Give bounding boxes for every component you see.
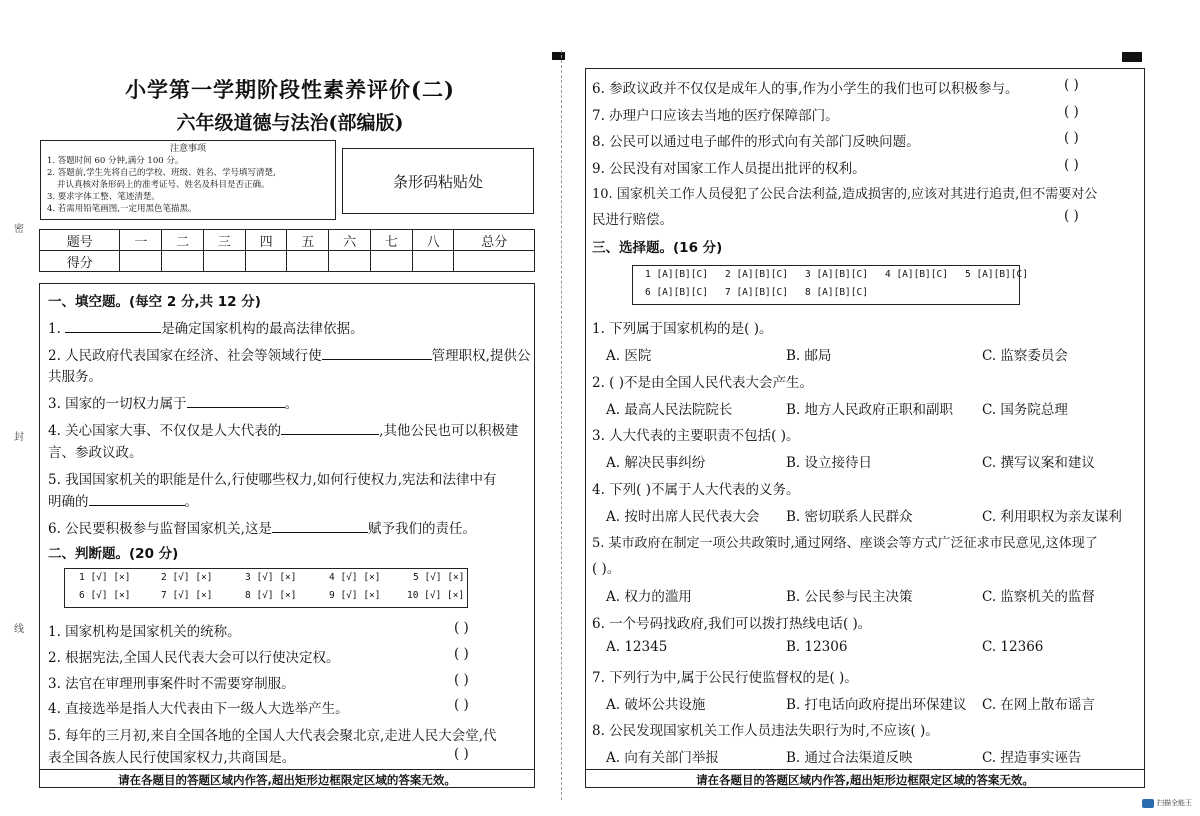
fill-q2-cont: 共服务。	[48, 369, 102, 385]
answer-blank[interactable]	[322, 346, 432, 360]
notice-item: 并认真核对条形码上的准考证号、姓名及科目是否正确。	[57, 180, 270, 190]
left-question-panel	[39, 283, 535, 788]
judge-q3: 3. 法官在审理刑事案件时不需要穿制服。	[48, 676, 295, 692]
q-text: 是确定国家机构的最高法律依据。	[161, 321, 364, 337]
score-cell[interactable]	[370, 251, 412, 272]
answer-blank[interactable]	[187, 394, 285, 408]
option-b[interactable]: B. 邮局	[786, 348, 832, 364]
q-text: 赋予我们的责任。	[367, 521, 476, 537]
score-cell[interactable]	[287, 251, 329, 272]
choice-q3: 3. 人大代表的主要职责不包括( )。	[592, 428, 800, 444]
option-b[interactable]: B. 地方人民政府正职和副职	[786, 402, 954, 418]
side-mark-mi: 密	[14, 224, 24, 235]
answer-option[interactable]: 2 [√] [×]	[161, 572, 213, 583]
fill-heading: 一、填空题。(每空 2 分,共 12 分)	[48, 294, 261, 310]
table-row	[40, 251, 535, 272]
judge-q1: 1. 国家机构是国家机关的统称。	[48, 624, 241, 640]
table-cell: 八	[412, 230, 454, 251]
answer-option[interactable]: 9 [√] [×]	[329, 590, 381, 601]
answer-blank[interactable]	[272, 519, 368, 533]
judge-q7: 7. 办理户口应该去当地的医疗保障部门。	[592, 108, 839, 124]
fill-q5-cont	[48, 490, 198, 510]
option-a[interactable]: A. 解决民事纠纷	[606, 455, 706, 471]
option-b[interactable]: B. 打电话向政府提出环保建议	[786, 697, 967, 713]
scanner-logo-icon	[1142, 799, 1154, 808]
answer-option[interactable]: 3 [√] [×]	[245, 572, 297, 583]
option-a[interactable]: A. 权力的滥用	[606, 589, 692, 605]
q-text: 4. 关心国家大事、不仅仅是人大代表的	[48, 423, 282, 439]
option-c[interactable]: C. 利用职权为亲友谋利	[982, 509, 1122, 525]
judge-q5-cont: 表全国各族人民行使国家权力,共商国是。	[48, 750, 296, 766]
option-a[interactable]: A. 12345	[606, 639, 668, 655]
answer-option[interactable]: 2 [A][B][C]	[725, 269, 788, 280]
table-cell: 二	[162, 230, 204, 251]
fill-q2	[48, 344, 530, 364]
table-cell: 总分	[454, 230, 535, 251]
table-cell: 七	[370, 230, 412, 251]
q-text: 管理职权,提供公	[431, 348, 531, 364]
option-a[interactable]: A. 医院	[606, 348, 652, 364]
score-cell[interactable]	[162, 251, 204, 272]
notice-title: 注意事项	[169, 144, 206, 154]
answer-paren[interactable]: ( )	[454, 672, 469, 688]
fill-q3	[48, 392, 298, 412]
answer-paren[interactable]: ( )	[454, 746, 469, 762]
option-c[interactable]: C. 国务院总理	[982, 402, 1068, 418]
exam-subtitle: 六年级道德与法治(部编版)	[176, 112, 404, 134]
answer-option[interactable]: 4 [√] [×]	[329, 572, 381, 583]
judge-q4: 4. 直接选举是指人大代表由下一级人大选举产生。	[48, 701, 349, 717]
q-text: 1.	[48, 321, 61, 337]
option-a[interactable]: A. 破坏公共设施	[606, 697, 706, 713]
q-text: 。	[284, 396, 299, 412]
table-cell: 一	[120, 230, 162, 251]
q-text: 3. 国家的一切权力属于	[48, 396, 187, 412]
choice-q8: 8. 公民发现国家机关工作人员违法失职行为时,不应该( )。	[592, 723, 939, 739]
option-b[interactable]: B. 通过合法渠道反映	[786, 750, 913, 766]
answer-option[interactable]: 1 [√] [×]	[79, 572, 131, 583]
answer-option[interactable]: 7 [A][B][C]	[725, 287, 788, 298]
table-cell: 六	[329, 230, 371, 251]
side-mark-xian: 线	[14, 624, 24, 635]
judge-heading: 二、判断题。(20 分)	[48, 546, 179, 562]
score-cell[interactable]	[329, 251, 371, 272]
q-text: 2. 人民政府代表国家在经济、社会等领域行使	[48, 348, 322, 364]
option-b[interactable]: B. 密切联系人民群众	[786, 509, 913, 525]
footer-note: 请在各题目的答题区域内作答,超出矩形边框限定区域的答案无效。	[40, 769, 534, 788]
choice-q7: 7. 下列行为中,属于公民行使监督权的是( )。	[592, 670, 858, 686]
notice-item: 2. 答题前,学生先将自己的学校、班级、姓名、学号填写清楚,	[47, 168, 276, 178]
answer-option[interactable]: 10 [√] [×]	[407, 590, 465, 601]
answer-paren[interactable]: ( )	[1064, 157, 1079, 173]
option-b[interactable]: B. 公民参与民主决策	[786, 589, 913, 605]
right-question-panel	[585, 68, 1145, 788]
fill-q4-cont: 言、参政议政。	[48, 445, 143, 461]
notice-item: 4. 若需用铅笔画图,一定用黑色笔描黑。	[47, 204, 197, 214]
answer-option[interactable]: 7 [√] [×]	[161, 590, 213, 601]
scanner-watermark	[1142, 798, 1192, 808]
option-c[interactable]: C. 撰写议案和建议	[982, 455, 1095, 471]
answer-option[interactable]: 5 [A][B][C]	[965, 269, 1028, 280]
registration-mark-left	[552, 52, 565, 60]
watermark-text: 扫描全能王	[1157, 799, 1192, 807]
answer-paren[interactable]: ( )	[1064, 104, 1079, 120]
q-text: 6. 公民要积极参与监督国家机关,这是	[48, 521, 272, 537]
score-cell[interactable]	[412, 251, 454, 272]
option-b[interactable]: B. 12306	[786, 639, 848, 655]
notice-item: 3. 要求字体工整、笔迹清楚。	[47, 192, 160, 202]
score-cell[interactable]	[120, 251, 162, 272]
judge-q10: 10. 国家机关工作人员侵犯了公民合法利益,造成损害的,应该对其进行追责,但不需要对公	[592, 187, 1098, 202]
barcode-label: 条形码粘贴处	[392, 172, 483, 191]
table-cell: 四	[245, 230, 287, 251]
barcode-area	[342, 148, 534, 214]
option-a[interactable]: A. 向有关部门举报	[606, 750, 719, 766]
choice-answer-grid	[632, 265, 1028, 305]
answer-option[interactable]: 1 [A][B][C]	[645, 269, 708, 280]
answer-blank[interactable]	[281, 421, 379, 435]
answer-paren[interactable]: ( )	[454, 620, 469, 636]
exam-title: 小学第一学期阶段性素养评价(二)	[125, 77, 455, 102]
q-text: ,其他公民也可以积极建	[379, 423, 519, 439]
judge-q6: 6. 参政议政并不仅仅是成年人的事,作为小学生的我们也可以积极参与。	[592, 81, 1019, 97]
answer-option[interactable]: 3 [A][B][C]	[805, 269, 868, 280]
table-row	[40, 230, 535, 251]
fill-q4	[48, 419, 518, 439]
notice-box	[40, 140, 336, 220]
choice-q1: 1. 下列属于国家机构的是( )。	[592, 321, 773, 337]
page-divider	[561, 50, 563, 800]
answer-option[interactable]: 8 [√] [×]	[245, 590, 297, 601]
judge-q9: 9. 公民没有对国家工作人员提出批评的权利。	[592, 161, 866, 177]
q-text: 。	[184, 494, 198, 510]
judge-q10-cont: 民进行赔偿。	[592, 212, 673, 228]
answer-option[interactable]: 6 [A][B][C]	[645, 287, 708, 298]
choice-q5: 5. 某市政府在制定一项公共政策时,通过网络、座谈会等方式广泛征求市民意见,这体现了	[592, 536, 1098, 551]
answer-paren[interactable]: ( )	[1064, 130, 1079, 146]
answer-paren[interactable]: ( )	[454, 697, 469, 713]
table-cell: 得分	[40, 251, 120, 272]
answer-paren[interactable]: ( )	[1064, 208, 1079, 224]
score-cell[interactable]	[245, 251, 287, 272]
option-a[interactable]: A. 按时出席人民代表大会	[606, 509, 760, 525]
notice-item: 1. 答题时间 60 分钟,满分 100 分。	[47, 156, 184, 166]
side-mark-feng: 封	[14, 432, 24, 443]
table-cell: 五	[287, 230, 329, 251]
option-a[interactable]: A. 最高人民法院院长	[606, 402, 733, 418]
score-cell[interactable]	[203, 251, 245, 272]
option-b[interactable]: B. 设立接待日	[786, 455, 873, 471]
judge-answer-grid	[64, 568, 468, 608]
fill-q1	[48, 317, 364, 337]
score-cell[interactable]	[454, 251, 535, 272]
option-c[interactable]: C. 12366	[982, 639, 1044, 655]
score-table	[39, 229, 535, 272]
fill-q5: 5. 我国国家机关的职能是什么,行使哪些权力,如何行使权力,宪法和法律中有	[48, 472, 497, 488]
answer-option[interactable]: 8 [A][B][C]	[805, 287, 868, 298]
choice-q2: 2. ( )不是由全国人民代表大会产生。	[592, 375, 813, 391]
answer-option[interactable]: 5 [√] [×]	[413, 572, 465, 583]
choice-q4: 4. 下列( )不属于人大代表的义务。	[592, 482, 800, 498]
table-cell: 三	[203, 230, 245, 251]
option-c[interactable]: C. 监察机关的监督	[982, 589, 1095, 605]
choice-heading: 三、选择题。(16 分)	[592, 240, 723, 256]
judge-q8: 8. 公民可以通过电子邮件的形式向有关部门反映问题。	[592, 134, 920, 150]
answer-blank[interactable]	[89, 492, 185, 506]
q-text: 明确的	[48, 494, 89, 510]
table-cell: 题号	[40, 230, 120, 251]
option-c[interactable]: C. 捏造事实诬告	[982, 750, 1082, 766]
answer-paren[interactable]: ( )	[1064, 77, 1079, 93]
choice-q6: 6. 一个号码找政府,我们可以拨打热线电话( )。	[592, 616, 872, 632]
fill-q6	[48, 517, 476, 537]
footer-note: 请在各题目的答题区域内作答,超出矩形边框限定区域的答案无效。	[586, 769, 1144, 788]
answer-option[interactable]: 4 [A][B][C]	[885, 269, 948, 280]
answer-paren[interactable]: ( )	[454, 646, 469, 662]
answer-option[interactable]: 6 [√] [×]	[79, 590, 131, 601]
answer-blank[interactable]	[65, 319, 161, 333]
registration-mark-right	[1122, 52, 1142, 62]
option-c[interactable]: C. 在网上散布谣言	[982, 697, 1095, 713]
choice-q5-cont: ( )。	[592, 561, 621, 577]
option-c[interactable]: C. 监察委员会	[982, 348, 1068, 364]
judge-q2: 2. 根据宪法,全国人民代表大会可以行使决定权。	[48, 650, 340, 666]
judge-q5: 5. 每年的三月初,来自全国各地的全国人大代表会聚北京,走进人民大会堂,代	[48, 728, 497, 744]
